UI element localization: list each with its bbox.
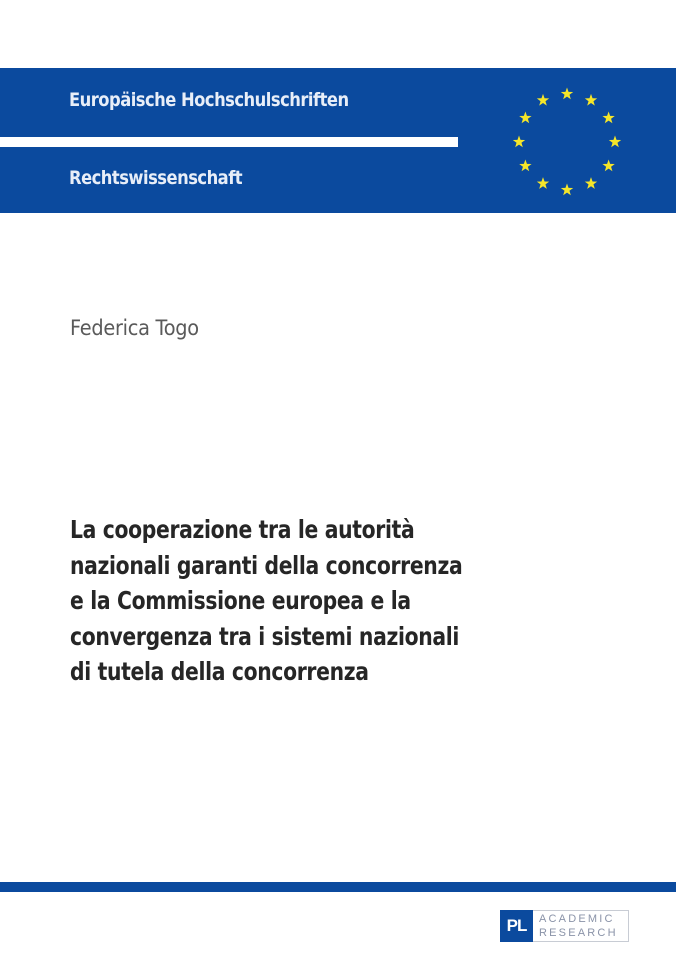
series-title: Europäische Hochschulschriften bbox=[69, 89, 349, 111]
imprint-line-2: RESEARCH bbox=[539, 927, 618, 939]
pl-logo-mark: PL bbox=[500, 910, 533, 942]
bottom-stripe bbox=[0, 882, 676, 892]
title-line: nazionali garanti della concorrenza bbox=[70, 550, 463, 580]
title-line: di tutela della concorrenza bbox=[70, 657, 369, 686]
eu-stars-icon bbox=[507, 82, 627, 202]
title-line: La cooperazione tra le autorità bbox=[70, 515, 415, 544]
title-line: e la Commissione europea e la bbox=[70, 586, 411, 615]
author-name: Federica Togo bbox=[70, 316, 199, 340]
imprint-line-1: ACADEMIC bbox=[539, 913, 615, 925]
title-line: convergenza tra i sistemi nazionali bbox=[70, 621, 460, 651]
publisher-logo bbox=[500, 910, 629, 942]
divider-bar bbox=[0, 137, 458, 147]
series-subtitle: Rechtswissenschaft bbox=[69, 167, 243, 189]
book-title bbox=[70, 512, 630, 690]
publisher-imprint bbox=[539, 912, 627, 940]
